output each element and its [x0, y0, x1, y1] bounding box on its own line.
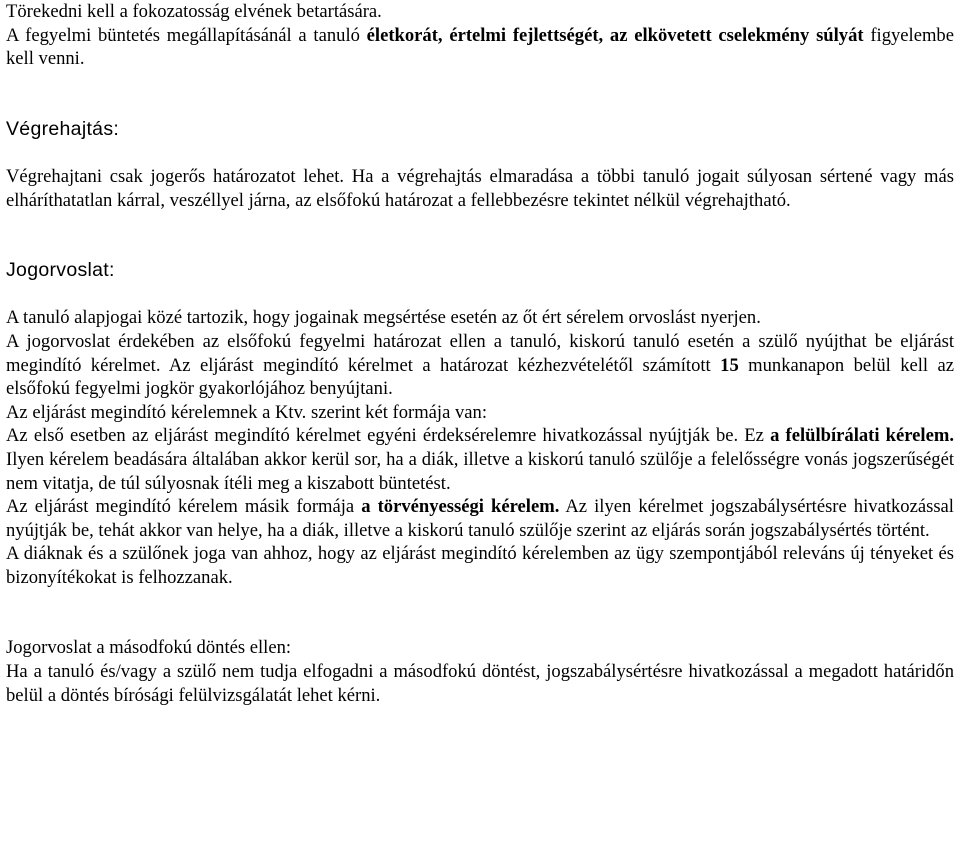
intro-line-1-text: Törekedni kell a fokozatosság elvének betartására. [6, 1, 382, 22]
jogorvoslat-paragraph-5 [6, 495, 954, 542]
jogorvoslat-p5-text-a: Az eljárást megindító kérelem másik formája [6, 496, 362, 518]
spacer [6, 71, 954, 118]
spacer [6, 589, 954, 636]
jogorvoslat-p2-bold: 15 [720, 354, 739, 376]
jogorvoslat-p5-text-b: Az ilyen kérelmet jogszabálysértésre hivatkozással nyújtják be, tehát akkor van helye, ha a diák, illetve a kiskorú tanuló szülője szerint az eljárás során jogszabálysértés történt. [6, 496, 954, 541]
section-heading-jogorvoslat: Jogorvoslat: [6, 259, 115, 282]
spacer [6, 283, 954, 307]
vegrehajtas-paragraph: Végrehajtani csak jogerős határozatot lehet. Ha a végrehajtás elmaradása a többi tanuló jogait súlyosan sértené vagy más elháríthatatlan kárral, veszéllyel járna, az elsőfokú határozat a fellebbezésre tekintet nélkül végrehajtható. [6, 165, 954, 211]
section-heading-vegrehajtas: Végrehajtás: [6, 117, 120, 140]
jogorvoslat-paragraph-1: A tanuló alapjogai közé tartozik, hogy jogainak megsértése esetén az őt ért sérelem orvoslást nyerjen. [6, 307, 761, 329]
intro-line-2-text-a: A fegyelmi büntetés megállapításánál a tanuló [6, 24, 367, 46]
jogorvoslat-paragraph-3: Az eljárást megindító kérelemnek a Ktv. szerint két formája van: [6, 401, 488, 423]
jogorvoslat-p4-text-b: Ilyen kérelem beadására általában akkor kerül sor, ha a diák, illetve a kiskorú tanuló szülője a felelősségre vonás jogszerűségét nem vitatja, de túl súlyosnak ítéli meg a kiszabott büntetést. [6, 448, 954, 494]
jogorvoslat-paragraph-2 [6, 330, 954, 401]
intro-line-1 [6, 0, 954, 24]
masodfoku-paragraph: Ha a tanuló és/vagy a szülő nem tudja elfogadni a másodfokú döntést, jogszabálysértésre hivatkozással a megadott határidőn belül a döntés bírósági felülvizsgálatát lehet kérni. [6, 661, 954, 706]
spacer [6, 141, 954, 165]
jogorvoslat-p4-bold: a felülbírálati kérelem. [770, 425, 954, 447]
spacer [6, 212, 954, 259]
jogorvoslat-paragraph-6: A diáknak és a szülőnek joga van ahhoz, hogy az eljárást megindító kérelemben az ügy szempontjából releváns új tényeket és bizonyítékokat is felhozzanak. [6, 543, 954, 588]
jogorvoslat-p5-bold: a törvényességi kérelem. [361, 496, 560, 518]
jogorvoslat-paragraph-4 [6, 424, 954, 495]
jogorvoslat-p2-text-b: munkanapon belül kell az elsőfokú fegyelmi jogkör gyakorlójához benyújtani. [6, 354, 954, 400]
intro-line-2-bold: életkorát, értelmi fejlettségét, az elkövetett cselekmény súlyát [366, 24, 864, 46]
document-page [6, 0, 954, 707]
intro-line-2 [6, 24, 954, 71]
jogorvoslat-p2-text-a: A jogorvoslat érdekében az elsőfokú fegyelmi határozat ellen a tanuló, kiskorú tanuló esetén a szülő nyújthat be eljárást megindító kérelmet. Az eljárást megindító kérelmet a határozat kézhezvételétől számított [6, 330, 954, 376]
section-heading-masodfoku: Jogorvoslat a másodfokú döntés ellen: [6, 637, 292, 659]
intro-line-2-text-b: figyelembe kell venni. [6, 24, 954, 70]
jogorvoslat-p4-text-a: Az első esetben az eljárást megindító kérelmet egyéni érdeksérelemre hivatkozással nyújtják be. Ez [6, 425, 771, 447]
